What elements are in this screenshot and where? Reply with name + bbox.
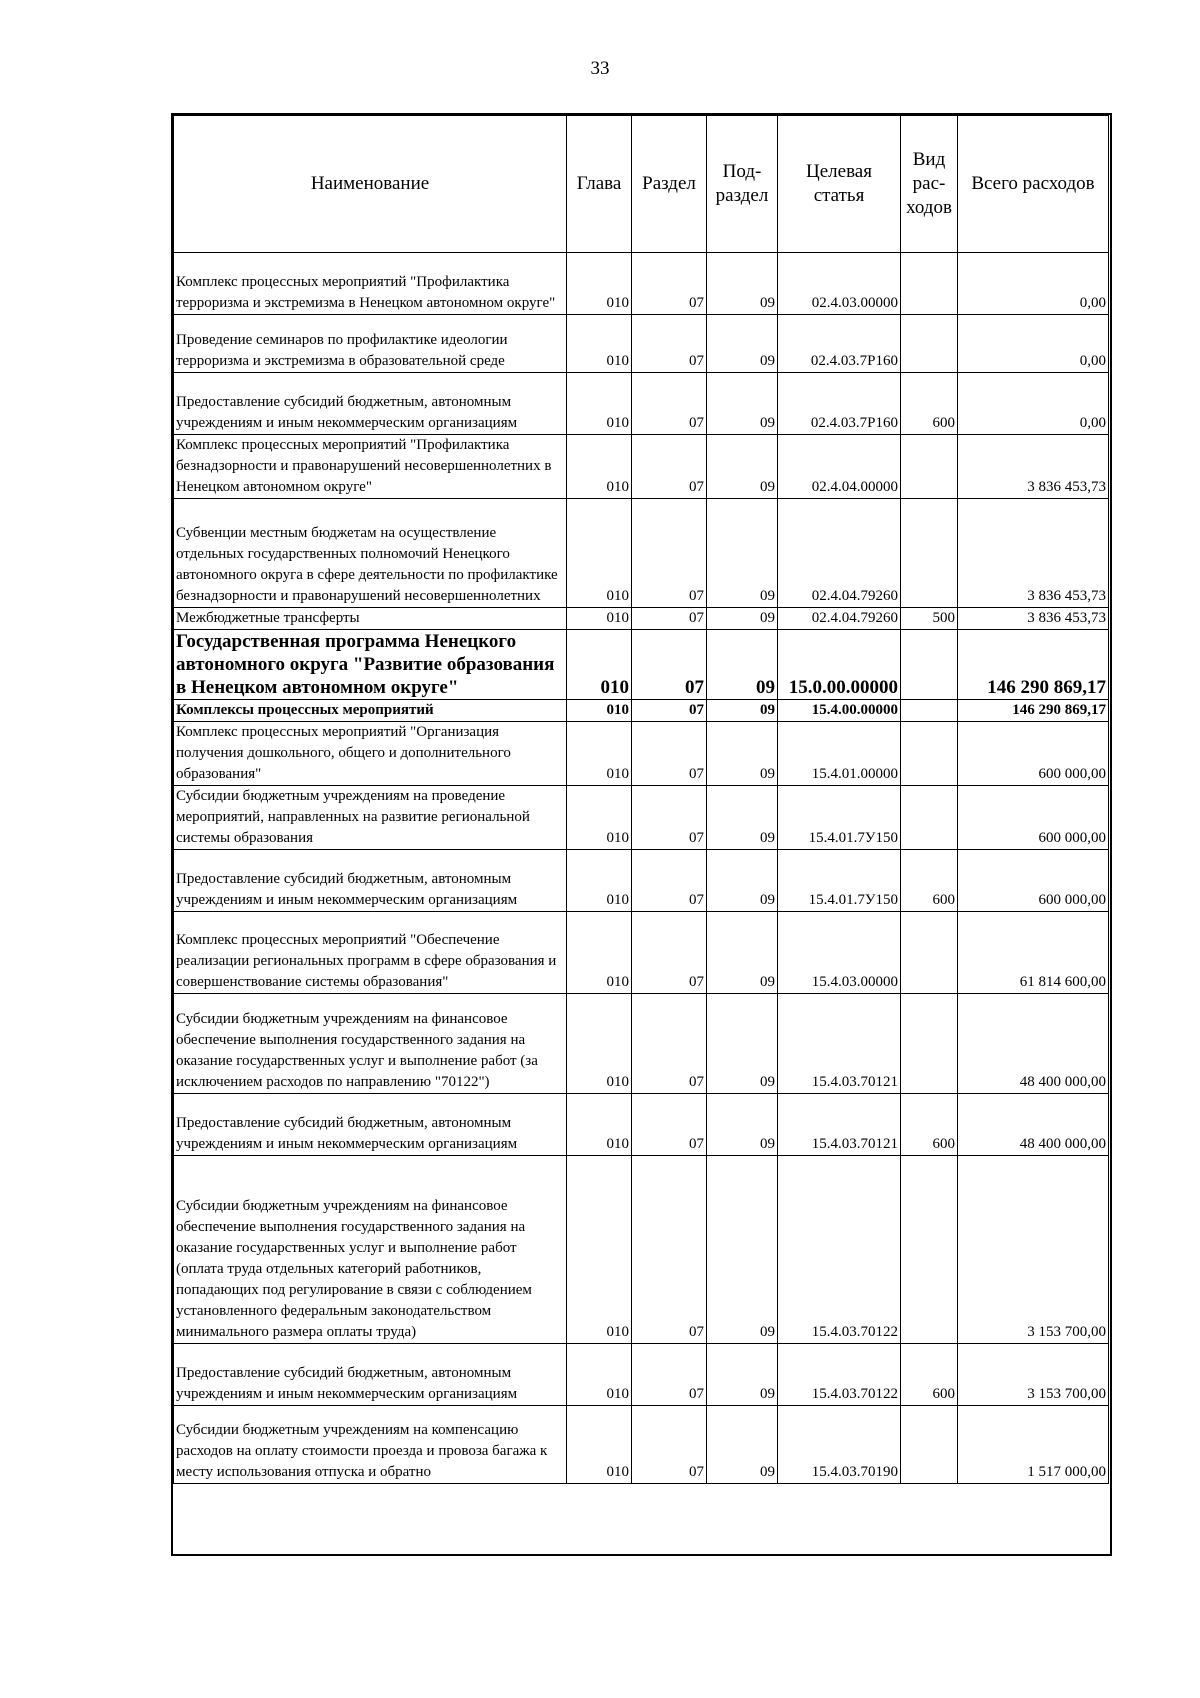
row-subsection-cell: 09 [707,499,778,608]
row-total-cell: 1 517 000,00 [958,1406,1109,1484]
row-section-cell: 07 [632,608,707,630]
row-total-cell: 48 400 000,00 [958,994,1109,1094]
table-row [174,994,1109,1094]
table-row [174,253,1109,315]
row-chapter-cell: 010 [567,850,632,912]
row-expense-type-cell [901,315,958,373]
row-total-cell: 146 290 869,17 [958,630,1109,700]
table-row [174,722,1109,786]
table-row [174,435,1109,499]
row-expense-type-cell: 600 [901,1094,958,1156]
row-name-cell: Субвенции местным бюджетам на осуществление отдельных государственных полномочий Ненецкого автономного округа в сфере деятельности по профилактике безнадзорности и правонарушений несовершеннолетних [174,499,567,608]
row-target-cell: 15.4.03.70121 [778,1094,901,1156]
row-target-cell: 15.4.03.70122 [778,1344,901,1406]
header-target: Целевая статья [778,116,901,253]
row-expense-type-cell: 500 [901,608,958,630]
row-subsection-cell: 09 [707,912,778,994]
table-row [174,1094,1109,1156]
header-chapter: Глава [567,116,632,253]
row-name-cell: Субсидии бюджетным учреждениям на финансовое обеспечение выполнения государственного задания на оказание государственных услуг и выполнение работ (за исключением расходов по направлению "70122") [174,994,567,1094]
row-name-cell: Субсидии бюджетным учреждениям на компенсацию расходов на оплату стоимости проезда и провоза багажа к месту использования отпуска и обратно [174,1406,567,1484]
row-chapter-cell: 010 [567,1094,632,1156]
table-row [174,499,1109,608]
row-subsection-cell: 09 [707,700,778,722]
row-total-cell: 600 000,00 [958,722,1109,786]
row-chapter-cell: 010 [567,1156,632,1344]
row-subsection-cell: 09 [707,786,778,850]
row-name-cell: Предоставление субсидий бюджетным, автономным учреждениям и иным некоммерческим организациям [174,1094,567,1156]
header-expense-type: Вид рас- ходов [901,116,958,253]
row-target-cell: 02.4.03.7Р160 [778,315,901,373]
table-row [174,630,1109,700]
row-subsection-cell: 09 [707,253,778,315]
row-target-cell: 15.0.00.00000 [778,630,901,700]
row-expense-type-cell [901,499,958,608]
row-target-cell: 15.4.00.00000 [778,700,901,722]
row-expense-type-cell [901,435,958,499]
table-row [174,373,1109,435]
row-section-cell: 07 [632,253,707,315]
row-chapter-cell: 010 [567,253,632,315]
row-total-cell: 0,00 [958,253,1109,315]
row-subsection-cell: 09 [707,630,778,700]
row-expense-type-cell [901,912,958,994]
row-section-cell: 07 [632,315,707,373]
row-chapter-cell: 010 [567,994,632,1094]
row-target-cell: 02.4.03.7Р160 [778,373,901,435]
row-chapter-cell: 010 [567,630,632,700]
row-expense-type-cell: 600 [901,850,958,912]
row-subsection-cell: 09 [707,994,778,1094]
row-expense-type-cell [901,700,958,722]
row-target-cell: 02.4.04.79260 [778,499,901,608]
row-name-cell: Предоставление субсидий бюджетным, автономным учреждениям и иным некоммерческим организациям [174,373,567,435]
row-name-cell: Предоставление субсидий бюджетным, автономным учреждениям и иным некоммерческим организациям [174,1344,567,1406]
row-expense-type-cell [901,994,958,1094]
row-subsection-cell: 09 [707,608,778,630]
row-target-cell: 15.4.03.70122 [778,1156,901,1344]
row-chapter-cell: 010 [567,912,632,994]
row-target-cell: 02.4.03.00000 [778,253,901,315]
row-chapter-cell: 010 [567,373,632,435]
row-chapter-cell: 010 [567,786,632,850]
row-section-cell: 07 [632,994,707,1094]
row-target-cell: 02.4.04.79260 [778,608,901,630]
header-section: Раздел [632,116,707,253]
row-section-cell: 07 [632,373,707,435]
table-row [174,850,1109,912]
row-target-cell: 02.4.04.00000 [778,435,901,499]
row-name-cell: Комплексы процессных мероприятий [174,700,567,722]
row-total-cell: 3 836 453,73 [958,435,1109,499]
row-name-cell: Комплекс процессных мероприятий "Профилактика безнадзорности и правонарушений несовершеннолетних в Ненецком автономном округе" [174,435,567,499]
header-row [174,116,1109,253]
row-chapter-cell: 010 [567,722,632,786]
row-name-cell: Проведение семинаров по профилактике идеологии терроризма и экстремизма в образовательной среде [174,315,567,373]
row-chapter-cell: 010 [567,315,632,373]
row-section-cell: 07 [632,1344,707,1406]
row-expense-type-cell: 600 [901,373,958,435]
row-subsection-cell: 09 [707,1406,778,1484]
row-section-cell: 07 [632,850,707,912]
row-total-cell: 600 000,00 [958,786,1109,850]
row-subsection-cell: 09 [707,373,778,435]
row-name-cell: Комплекс процессных мероприятий "Обеспечение реализации региональных программ в сфере образования и совершенствование системы образования" [174,912,567,994]
row-name-cell: Субсидии бюджетным учреждениям на проведение мероприятий, направленных на развитие региональной системы образования [174,786,567,850]
row-section-cell: 07 [632,722,707,786]
row-subsection-cell: 09 [707,850,778,912]
row-section-cell: 07 [632,912,707,994]
row-name-cell: Комплекс процессных мероприятий "Профилактика терроризма и экстремизма в Ненецком автономном округе" [174,253,567,315]
row-section-cell: 07 [632,1094,707,1156]
header-total: Всего расходов [958,116,1109,253]
row-total-cell: 146 290 869,17 [958,700,1109,722]
row-total-cell: 0,00 [958,373,1109,435]
table-row [174,700,1109,722]
row-expense-type-cell [901,630,958,700]
table-row [174,1344,1109,1406]
row-expense-type-cell: 600 [901,1344,958,1406]
row-total-cell: 3 153 700,00 [958,1344,1109,1406]
row-total-cell: 600 000,00 [958,850,1109,912]
row-expense-type-cell [901,786,958,850]
row-section-cell: 07 [632,435,707,499]
table-row [174,786,1109,850]
table-row [174,608,1109,630]
row-total-cell: 3 836 453,73 [958,499,1109,608]
table-row [174,912,1109,994]
row-expense-type-cell [901,1156,958,1344]
row-section-cell: 07 [632,499,707,608]
row-expense-type-cell [901,722,958,786]
row-target-cell: 15.4.03.70121 [778,994,901,1094]
row-subsection-cell: 09 [707,722,778,786]
row-chapter-cell: 010 [567,700,632,722]
budget-table [173,115,1109,1484]
row-total-cell: 0,00 [958,315,1109,373]
row-name-cell: Комплекс процессных мероприятий "Организация получения дошкольного, общего и дополнительного образования" [174,722,567,786]
row-chapter-cell: 010 [567,1344,632,1406]
row-section-cell: 07 [632,1156,707,1344]
table-row [174,315,1109,373]
row-target-cell: 15.4.03.00000 [778,912,901,994]
row-chapter-cell: 010 [567,435,632,499]
row-subsection-cell: 09 [707,1094,778,1156]
row-name-cell: Государственная программа Ненецкого автономного округа "Развитие образования в Ненецком автономном округе" [174,630,567,700]
row-total-cell: 61 814 600,00 [958,912,1109,994]
page-number: 33 [590,58,610,79]
table-row [174,1156,1109,1344]
row-chapter-cell: 010 [567,608,632,630]
row-target-cell: 15.4.01.7У150 [778,786,901,850]
row-total-cell: 3 836 453,73 [958,608,1109,630]
row-expense-type-cell [901,1406,958,1484]
row-subsection-cell: 09 [707,435,778,499]
row-target-cell: 15.4.03.70190 [778,1406,901,1484]
row-name-cell: Предоставление субсидий бюджетным, автономным учреждениям и иным некоммерческим организациям [174,850,567,912]
row-total-cell: 3 153 700,00 [958,1156,1109,1344]
row-subsection-cell: 09 [707,1344,778,1406]
row-target-cell: 15.4.01.7У150 [778,850,901,912]
row-expense-type-cell [901,253,958,315]
row-chapter-cell: 010 [567,1406,632,1484]
row-total-cell: 48 400 000,00 [958,1094,1109,1156]
row-section-cell: 07 [632,700,707,722]
row-target-cell: 15.4.01.00000 [778,722,901,786]
table-body [174,253,1109,1484]
row-name-cell: Межбюджетные трансферты [174,608,567,630]
row-chapter-cell: 010 [567,499,632,608]
header-subsection: Под- раздел [707,116,778,253]
row-name-cell: Субсидии бюджетным учреждениям на финансовое обеспечение выполнения государственного задания на оказание государственных услуг и выполнение работ (оплата труда отдельных категорий работников, попадающих под регулирование в связи с соблюдением установленного федеральным законодательством минимального размера оплаты труда) [174,1156,567,1344]
row-section-cell: 07 [632,1406,707,1484]
row-section-cell: 07 [632,630,707,700]
table-row [174,1406,1109,1484]
row-section-cell: 07 [632,786,707,850]
row-subsection-cell: 09 [707,1156,778,1344]
header-name: Наименование [174,116,567,253]
row-subsection-cell: 09 [707,315,778,373]
